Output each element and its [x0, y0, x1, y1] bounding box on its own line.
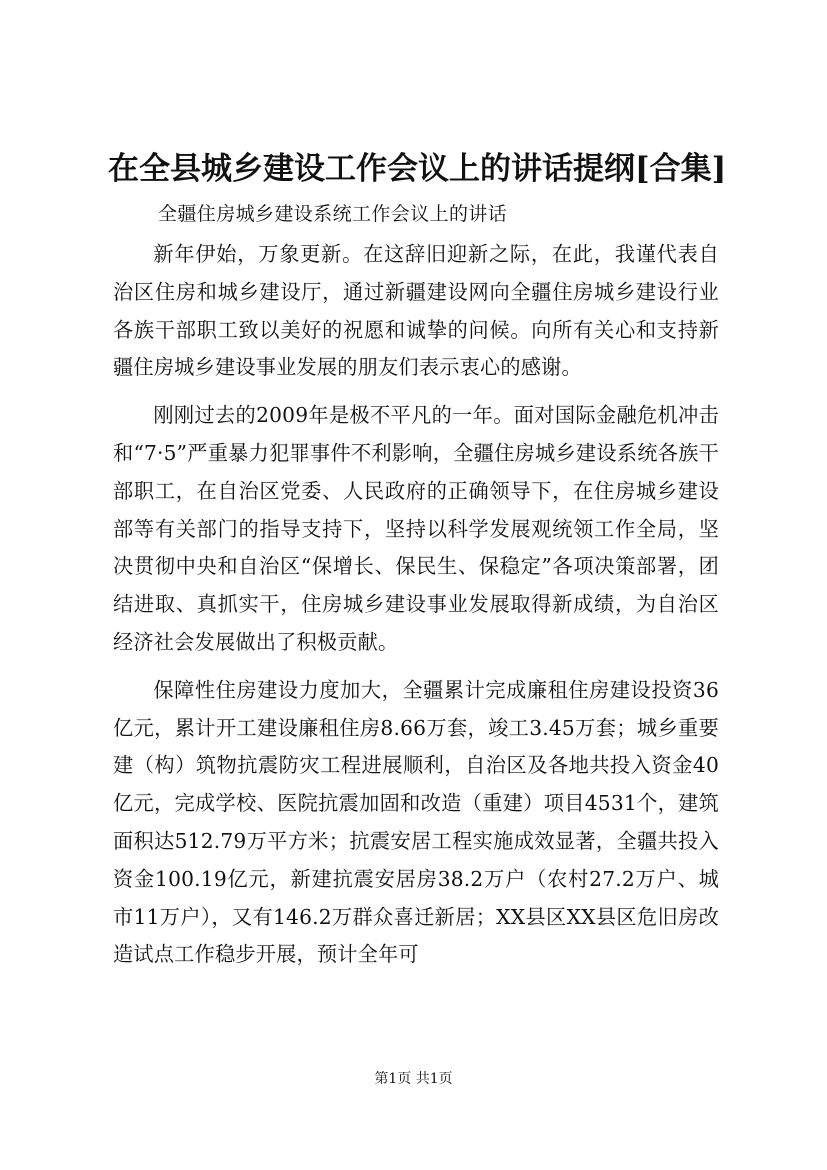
document-body — [113, 236, 719, 974]
paragraph-3: 保障性住房建设力度加大，全疆累计完成廉租住房建设投资36亿元，累计开工建设廉租住房8.66万套，竣工3.45万套；城乡重要建（构）筑物抗震防灾工程进展顺利，自治区及各地共投入资金40亿元，完成学校、医院抗震加固和改造（重建）项目4531个，建筑面积达512.79万平方米；抗震安居工程实施成效显著，全疆共投入资金100.19亿元，新建抗震安居房38.2万户（农村27.2万户、城市11万户），又有146.2万群众喜迁新居；XX县区XX县区危旧房改造试点工作稳步开展，预计全年可 — [113, 677, 719, 967]
paragraph-2: 刚刚过去的2009年是极不平凡的一年。面对国际金融危机冲击和“7·5”严重暴力犯罪事件不利影响，全疆住房城乡建设系统各族干部职工，在自治区党委、人民政府的正确领导下，在住房城乡建设部等有关部门的指导支持下，坚持以科学发展观统领工作全局，坚决贯彻中央和自治区“保增长、保民生、保稳定”各项决策部署，团结进取、真抓实干，住房城乡建设事业发展取得新成绩，为自治区经济社会发展做出了积极贡献。 — [113, 403, 719, 654]
paragraph-1: 新年伊始，万象更新。在这辞旧迎新之际，在此，我谨代表自治区住房和城乡建设厅，通过新疆建设网向全疆住房城乡建设行业各族干部职工致以美好的祝愿和诚挚的问候。向所有关心和支持新疆住房城乡建设事业发展的朋友们表示衷心的感谢。 — [113, 242, 719, 380]
document-subtitle: 全疆住房城乡建设系统工作会议上的讲话 — [158, 203, 508, 225]
document-title: 在全县城乡建设工作会议上的讲话提纲[合集] — [108, 151, 727, 187]
page-number-footer: 第1页 共1页 — [374, 1071, 453, 1087]
